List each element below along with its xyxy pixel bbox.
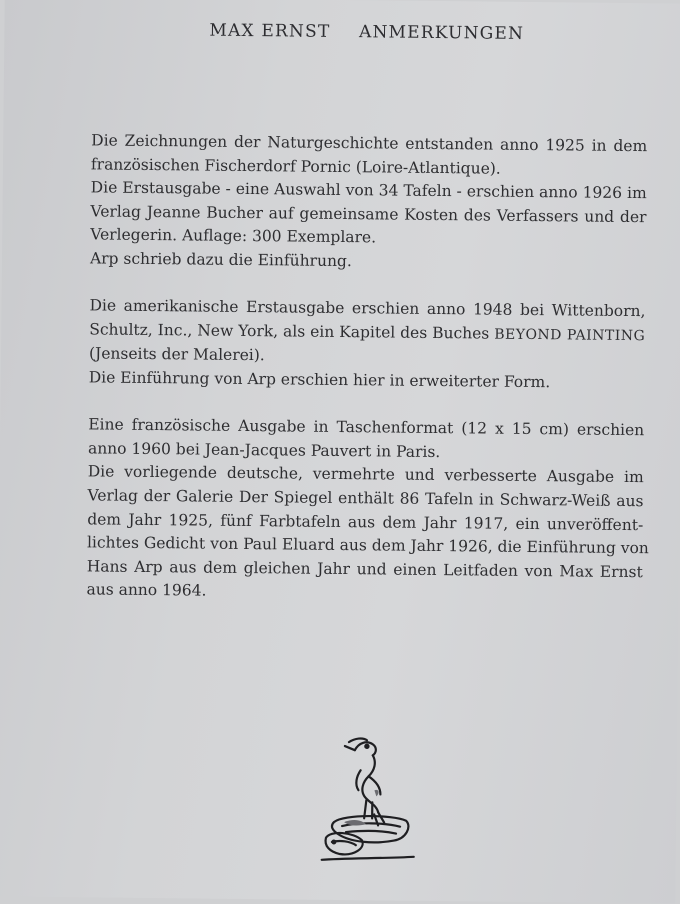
text-line: aus anno 1964.	[86, 580, 207, 600]
paragraph-later-editions	[86, 413, 649, 608]
header-title: ANMERKUNGEN	[358, 22, 525, 44]
text-line: Verlag Jeanne Bucher auf gemeinsame Kosten des Verfassers und der	[90, 202, 647, 226]
text-line: Verlag der Galerie Der Spiegel enthält 86 Tafeln in Schwarz-Weiß aus	[87, 486, 644, 511]
text-line: (Jenseits der Malerei).	[88, 344, 265, 365]
text-line: Hans Arp aus dem gleichen Jahr und einen Leitfaden von Max Ernst	[86, 557, 643, 581]
text-line: dem Jahr 1925, fünf Farbtafeln aus dem Jahr 1917, ein unveröffent-	[87, 509, 644, 534]
text-line: französischen Fischerdorf Pornic (Loire-Atlantique).	[90, 154, 501, 178]
text-line: Die Einführung von Arp erschien hier in erweiterter Form.	[88, 368, 551, 392]
text-line: Die Erstausgabe - eine Auswahl von 34 Tafeln - erschien anno 1926 im	[90, 178, 647, 203]
text-line: Verlegerin. Auflage: 300 Exemplare.	[90, 225, 377, 247]
text-line: Die amerikanische Erstausgabe erschien anno 1948 bei Wittenborn,	[89, 296, 646, 321]
header-author: MAX ERNST	[209, 20, 331, 42]
book-title: BEYOND PAINTING	[494, 326, 646, 344]
text-line: Arp schrieb dazu die Einführung.	[89, 249, 352, 271]
text-line: anno 1960 bei Jean-Jacques Pauvert in Paris.	[87, 439, 441, 461]
text-line: lichtes Gedicht von Paul Eluard aus dem Jahr 1926, die Einführung von	[86, 533, 649, 558]
page-header	[209, 21, 569, 45]
paragraph-american-edition	[89, 295, 646, 396]
text-line-part: Schultz, Inc., New York, als ein Kapitel des Buches	[89, 320, 490, 343]
paragraph-first-edition	[90, 129, 647, 276]
text-line: Eine französische Ausgabe in Taschenformat (12 x 15 cm) erschien	[88, 415, 645, 440]
notes-text	[86, 129, 647, 631]
bird-on-shell-drawing-icon	[314, 730, 425, 866]
text-line: Die vorliegende deutsche, vermehrte und verbesserte Ausgabe im	[87, 462, 644, 487]
text-line: Die Zeichnungen der Naturgeschichte entstanden anno 1925 in dem	[91, 131, 648, 156]
